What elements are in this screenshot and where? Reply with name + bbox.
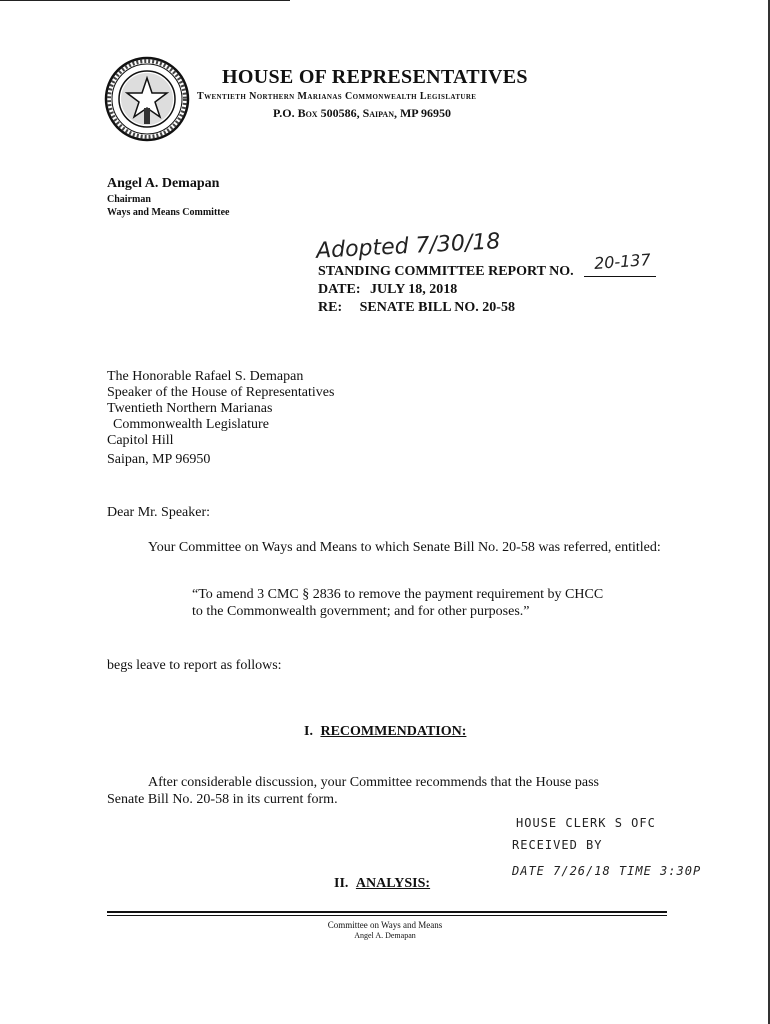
stamp-line: DATE 7/26/18 TIME 3:30P (512, 864, 702, 878)
footer-rule (107, 915, 667, 916)
footer-committee: Committee on Ways and Means (327, 920, 443, 930)
house-clerk-received-stamp (508, 816, 708, 896)
scan-top-edge (0, 0, 290, 1)
re-value: SENATE BILL NO. 20-58 (359, 300, 515, 315)
section-recommendation-heading (304, 724, 466, 740)
adopted-handwritten-note: Adopted 7/30/18 (315, 229, 501, 264)
committee-name: Ways and Means Committee (107, 207, 230, 218)
addressee-line: Twentieth Northern Marianas (107, 401, 273, 416)
salutation: Dear Mr. Speaker: (107, 505, 211, 520)
section-number: I. (304, 724, 313, 739)
house-address: P.O. Box 500586, Saipan, MP 96950 (273, 106, 451, 120)
date-value: JULY 18, 2018 (370, 282, 458, 297)
section-title: ANALYSIS: (355, 876, 431, 891)
addressee-line: Speaker of the House of Representatives (107, 385, 335, 400)
intro-paragraph: Your Committee on Ways and Means to which Senate Bill No. 20-58 was referred, entitled: (148, 540, 661, 555)
legislature-name: Twentieth Northern Marianas Commonwealth Legislature (197, 91, 477, 102)
report-date-line (318, 282, 457, 298)
addressee-line: Capitol Hill (107, 433, 174, 448)
bill-title-quote-line: “To amend 3 CMC § 2836 to remove the payment requirement by CHCC (192, 587, 604, 602)
report-number-handwritten: 20-137 (593, 250, 652, 273)
addressee-line: Saipan, MP 96950 (107, 452, 211, 467)
house-title: HOUSE OF REPRESENTATIVES (222, 66, 528, 88)
chairman-name: Angel A. Demapan (107, 176, 220, 191)
begs-leave-line: begs leave to report as follows: (107, 658, 282, 673)
report-number-underline (584, 276, 656, 277)
addressee-line: Commonwealth Legislature (113, 417, 269, 432)
section-analysis-heading (334, 876, 430, 892)
footer-chairman: Angel A. Demapan (354, 931, 416, 940)
recommendation-paragraph-line: After considerable discussion, your Committee recommends that the House pass (148, 775, 600, 790)
report-re-line (318, 300, 515, 316)
section-number: II. (334, 876, 349, 891)
recommendation-paragraph-line: Senate Bill No. 20-58 in its current form. (107, 792, 338, 807)
re-label: RE: (318, 300, 343, 315)
stamp-line: RECEIVED BY (512, 838, 603, 852)
bill-title-quote-line: to the Commonwealth government; and for other purposes.” (192, 604, 530, 619)
report-number-label: STANDING COMMITTEE REPORT NO. (318, 264, 574, 279)
stamp-line: HOUSE CLERK S OFC (516, 816, 656, 830)
chairman-title: Chairman (107, 194, 151, 205)
house-seal-emblem-icon (104, 56, 190, 142)
report-number-line (318, 264, 574, 280)
footer-rule (107, 911, 667, 913)
addressee-line: The Honorable Rafael S. Demapan (107, 369, 304, 384)
date-label: DATE: (318, 282, 361, 297)
section-title: RECOMMENDATION: (320, 724, 467, 739)
